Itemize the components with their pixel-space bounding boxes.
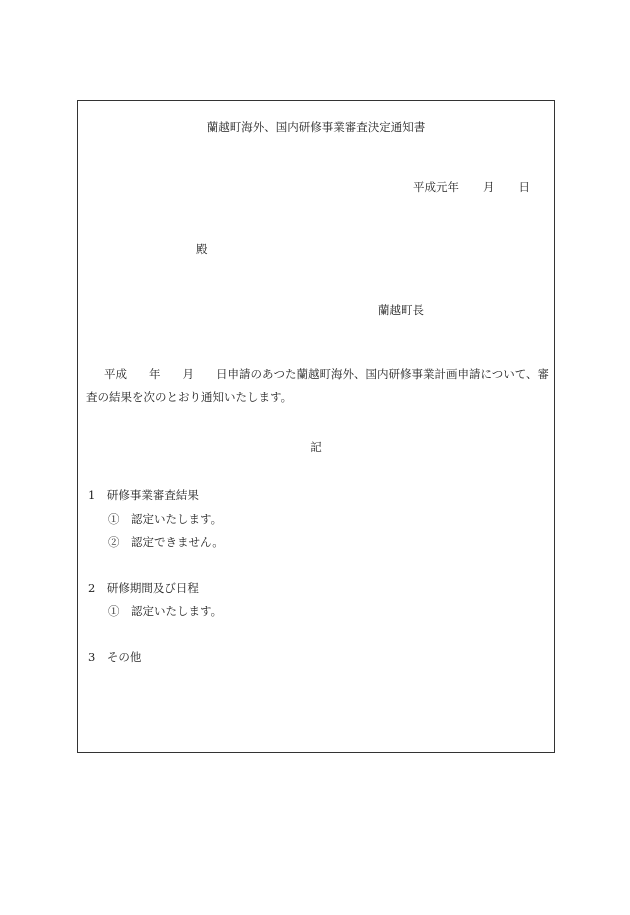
item-mark: ① [108, 512, 120, 526]
section-title: その他 [106, 650, 142, 664]
section-number: 3 [88, 650, 96, 664]
section-3-heading [88, 649, 141, 665]
body-text: 日申請のあつた蘭越町海外、国内研修事業計画申請について、審査の結果を次のとおり通知いたします。 [86, 367, 550, 404]
body-year: 年 [149, 367, 161, 381]
document-title: 蘭越町海外、国内研修事業審査決定通知書 [206, 120, 426, 134]
item-text: 認定いたします。 [131, 512, 223, 526]
section-1-item-2 [108, 534, 224, 550]
item-text: 認定いたします。 [131, 604, 223, 618]
section-2-item-1 [108, 603, 222, 619]
section-1-item-1 [108, 511, 222, 527]
notice-form-frame [77, 100, 555, 753]
section-title: 研修期間及び日程 [106, 581, 199, 595]
section-number: 1 [88, 488, 96, 502]
section-2-heading [88, 580, 199, 596]
date-month: 月 [483, 180, 495, 194]
item-mark: ① [108, 604, 120, 618]
item-text: 認定できません。 [131, 535, 224, 549]
item-mark: ② [108, 535, 120, 549]
addressee-suffix: 殿 [196, 242, 208, 256]
section-1-heading [88, 487, 199, 503]
sender-name: 蘭越町長 [378, 303, 424, 317]
ki-heading: 記 [310, 440, 322, 454]
body-paragraph [86, 363, 550, 409]
section-title: 研修事業審査結果 [106, 488, 199, 502]
issue-date [413, 179, 530, 195]
body-era: 平成 [104, 367, 127, 381]
body-month: 月 [182, 367, 194, 381]
date-era: 平成元年 [413, 180, 459, 194]
section-number: 2 [88, 581, 96, 595]
date-day: 日 [518, 180, 530, 194]
